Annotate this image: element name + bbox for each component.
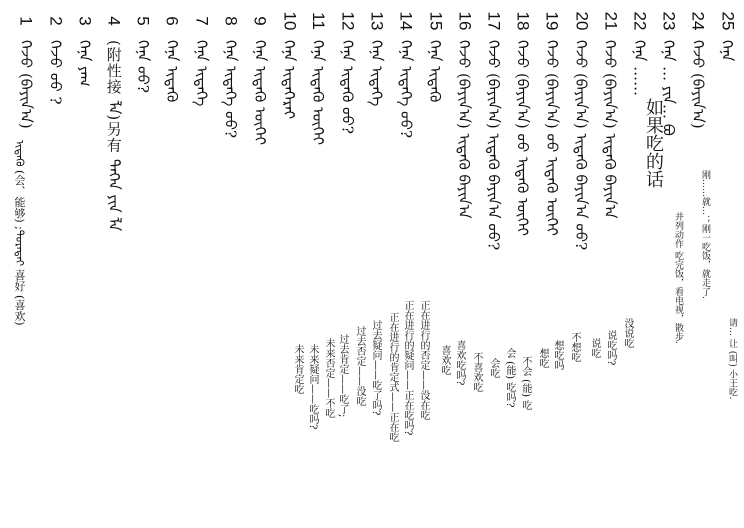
row-mongolian-text: ᠭᠡᠵᠦ ᠤᠤ ? bbox=[46, 40, 65, 105]
gloss-text: 过去否定——没吃 bbox=[354, 326, 365, 406]
row-mongolian-text: ᠭᠡᠨᠡ ᠢᠳᠡᠭᠡ bbox=[192, 40, 211, 107]
row-column bbox=[624, 8, 654, 96]
row-column bbox=[186, 8, 216, 106]
gloss-text: 不会 (能) 吃 bbox=[520, 356, 531, 411]
row-mongolian-text: ᠭᠡᠨᠡ ᠢᠳᠡᠬᠦ ᠤᠤ? bbox=[338, 40, 357, 134]
row-column bbox=[420, 8, 450, 102]
gloss-text: 不喜欢吃 bbox=[471, 352, 482, 392]
row-column bbox=[216, 8, 246, 138]
row-mongolian-text: ᠭᠡᠨᠡ ᠢᠳᠡᠭᠡ bbox=[367, 40, 386, 107]
row-mongolian-text: ᠭᠡᠨᠡ … ᠶᠢᠨ… ᠪᠣ bbox=[659, 40, 678, 136]
row-number: 14 bbox=[396, 11, 416, 31]
row-column bbox=[332, 8, 362, 134]
gloss-text: 会 (能) 吃吗? bbox=[504, 348, 515, 408]
row-number: 9 bbox=[250, 16, 270, 26]
row-number: 8 bbox=[221, 16, 241, 26]
row-mongolian-text: ᠭᠡᠵᠦ (ᠪᠠᠶᠢᠨ᠎ᠠ) ᠢᠳᠡᠬᠦ ᠪᠠᠶᠢᠨ᠎ᠠ bbox=[601, 40, 620, 219]
gloss-text: 说吃吗? bbox=[605, 330, 616, 366]
row-column bbox=[595, 8, 625, 219]
heading: 如果吃的话 bbox=[643, 98, 664, 188]
gloss-text: 想吃 bbox=[537, 348, 548, 368]
note-2: 刚……就…；刚一吃饭，就走了. bbox=[700, 170, 710, 299]
row-column bbox=[70, 8, 100, 87]
gloss-text: 未来疑问——吃吗? bbox=[307, 344, 318, 430]
row-column bbox=[537, 8, 567, 236]
row-column bbox=[303, 8, 333, 145]
gloss-text: 想吃吗 bbox=[552, 340, 563, 370]
row-column bbox=[128, 8, 158, 93]
row-number: 20 bbox=[571, 11, 591, 31]
row-column bbox=[11, 8, 41, 129]
row-mongolian-text: ᠭᠡᠵᠦ (ᠪᠠᠶᠢᠨ᠎ᠠ) bbox=[17, 40, 36, 129]
gloss-text: 说吃 bbox=[589, 338, 600, 358]
row-column bbox=[391, 8, 421, 138]
row-mongolian-text: ᠭᠡᠨᠡ ᠢᠳᠡᠬᠦ bbox=[163, 40, 182, 103]
row-number: 5 bbox=[134, 16, 153, 26]
row-number: 25 bbox=[717, 11, 737, 31]
row-number: 2 bbox=[46, 16, 66, 26]
row-column bbox=[683, 8, 713, 129]
gloss-text: 过去肯定——吃了; bbox=[337, 334, 348, 418]
row-column bbox=[478, 8, 508, 250]
row-mongolian-text: (附性接 ᠯᠠ)另有 ᠲᠡᠭᠡᠨ ᠶᠢᠨ ᠯᠠ bbox=[104, 40, 123, 232]
row-column bbox=[157, 8, 187, 102]
row-number: 12 bbox=[338, 11, 358, 31]
row-mongolian-text: ᠭᠡᠵᠦ (ᠪᠠᠶᠢᠨ᠎ᠠ) ᠢᠳᠡᠬᠦ ᠪᠠᠶᠢᠨ᠎ᠠ ᠤᠤ? bbox=[484, 40, 503, 251]
row-column bbox=[508, 8, 538, 236]
row-number: 11 bbox=[309, 12, 329, 30]
note-1: 请… 让 (叫) 小王吃. bbox=[727, 318, 737, 400]
extra-row-1: ᠢᠳᠡᠬᠦ (会、能够) ;ᠳᠤᠷᠠᠲᠠᠢ 喜好 (喜欢) bbox=[13, 140, 26, 326]
row-mongolian-text: ᠭᠡᠵᠦ (ᠪᠠᠶᠢᠨ᠎ᠠ) bbox=[688, 40, 707, 129]
row-mongolian-text: ᠭᠡᠨᠡ ᠢᠳᠡᠭᠡ ᠤᠤ? bbox=[396, 40, 415, 138]
gloss-text: 正在进行的疑问——正在吃吗? bbox=[402, 300, 413, 436]
gloss-text: 未来肯定吃 bbox=[292, 344, 303, 394]
row-number: 21 bbox=[601, 11, 621, 31]
gloss-text: 未来否定——不吃 bbox=[323, 338, 334, 418]
row-column bbox=[40, 8, 70, 105]
gloss-text: 没说吃 bbox=[622, 318, 633, 348]
gloss-text: 正在进行的否定——没在吃 bbox=[418, 300, 429, 420]
gloss-text: 喜欢吃吗? bbox=[454, 340, 465, 386]
row-mongolian-text: ᠭᠡᠨᠡ ᠢᠳᠡᠬᠦ ᠦᠭᠡᠢ bbox=[250, 40, 269, 146]
row-number: 13 bbox=[367, 11, 387, 31]
row-mongolian-text: ᠭᠡᠨᠡ ᠢᠳᠡᠬᠦ bbox=[426, 40, 444, 103]
row-mongolian-text: ᠭᠡᠨᠡ bbox=[718, 40, 736, 62]
row-column bbox=[99, 8, 129, 231]
row-number: 3 bbox=[75, 16, 95, 26]
row-mongolian-text: ᠭᠡᠨᠡ ᠢᠳᠡᠬᠦ ᠦᠭᠡᠢ bbox=[309, 40, 328, 146]
row-number: 23 bbox=[659, 11, 679, 31]
row-number: 19 bbox=[542, 11, 562, 31]
row-mongolian-text: ᠭᠡᠨᠡ …… bbox=[630, 40, 649, 97]
row-number: 10 bbox=[279, 11, 299, 31]
row-mongolian-text: ᠭᠡᠨᠡ ᠶᠠᠭ bbox=[75, 40, 94, 87]
row-column bbox=[712, 8, 742, 61]
row-column bbox=[362, 8, 392, 106]
row-number: 24 bbox=[688, 11, 708, 31]
row-mongolian-text: ᠭᠡᠨᠡ ᠤᠤ? bbox=[134, 40, 152, 93]
row-number: 15 bbox=[425, 11, 445, 31]
row-column bbox=[274, 8, 304, 119]
row-number: 1 bbox=[17, 16, 37, 26]
gloss-text: 不想吃 bbox=[569, 332, 580, 362]
row-number: 18 bbox=[513, 11, 533, 31]
row-mongolian-text: ᠭᠡᠵᠦ (ᠪᠠᠶᠢᠨ᠎ᠠ) ᠢᠳᠡᠬᠦ ᠪᠠᠶᠢᠨ᠎ᠠ bbox=[455, 40, 474, 219]
gloss-text: 会吃 bbox=[488, 358, 499, 378]
row-mongolian-text: ᠭᠡᠵᠦ (ᠪᠠᠶᠢᠨ᠎ᠠ) ᠢᠳᠡᠬᠦ ᠪᠠᠶᠢᠨ᠎ᠠ ᠤᠤ? bbox=[572, 40, 590, 251]
row-number: 6 bbox=[163, 16, 183, 26]
row-mongolian-text: ᠭᠡᠵᠦ (ᠪᠠᠶᠢᠨ᠎ᠠ) ᠤᠤ ᠢᠳᠡᠬᠦ ᠦᠭᠡᠢ bbox=[513, 40, 532, 236]
gloss-text: 过去疑问——吃了吗? bbox=[370, 320, 381, 416]
row-number: 17 bbox=[484, 11, 504, 31]
row-column bbox=[245, 8, 275, 145]
row-mongolian-text: ᠭᠡᠵᠦ (ᠪᠠᠶᠢᠨ᠎ᠠ) ᠤᠤ ᠢᠳᠡᠬᠦ ᠦᠭᠡᠢ bbox=[542, 40, 561, 236]
row-number: 22 bbox=[630, 11, 650, 31]
gloss-text: 喜欢吃 bbox=[439, 345, 450, 375]
gloss-text: 正在进行的肯定式——正在吃 bbox=[387, 312, 398, 442]
row-number: 7 bbox=[192, 16, 212, 26]
row-column bbox=[449, 8, 479, 219]
row-number: 16 bbox=[455, 11, 475, 31]
row-mongolian-text: ᠭᠡᠨᠡ ᠢᠳᠡᠭᠡ ᠤᠤ? bbox=[221, 40, 240, 138]
note-3: 并列动作 吃完饭，看电视，散步. bbox=[673, 212, 683, 344]
row-number: 4 bbox=[104, 16, 124, 26]
row-mongolian-text: ᠭᠡᠨᠡ ᠢᠳᠡᠭᠡᠷᠡᠢ bbox=[280, 40, 298, 119]
row-column bbox=[566, 8, 596, 250]
